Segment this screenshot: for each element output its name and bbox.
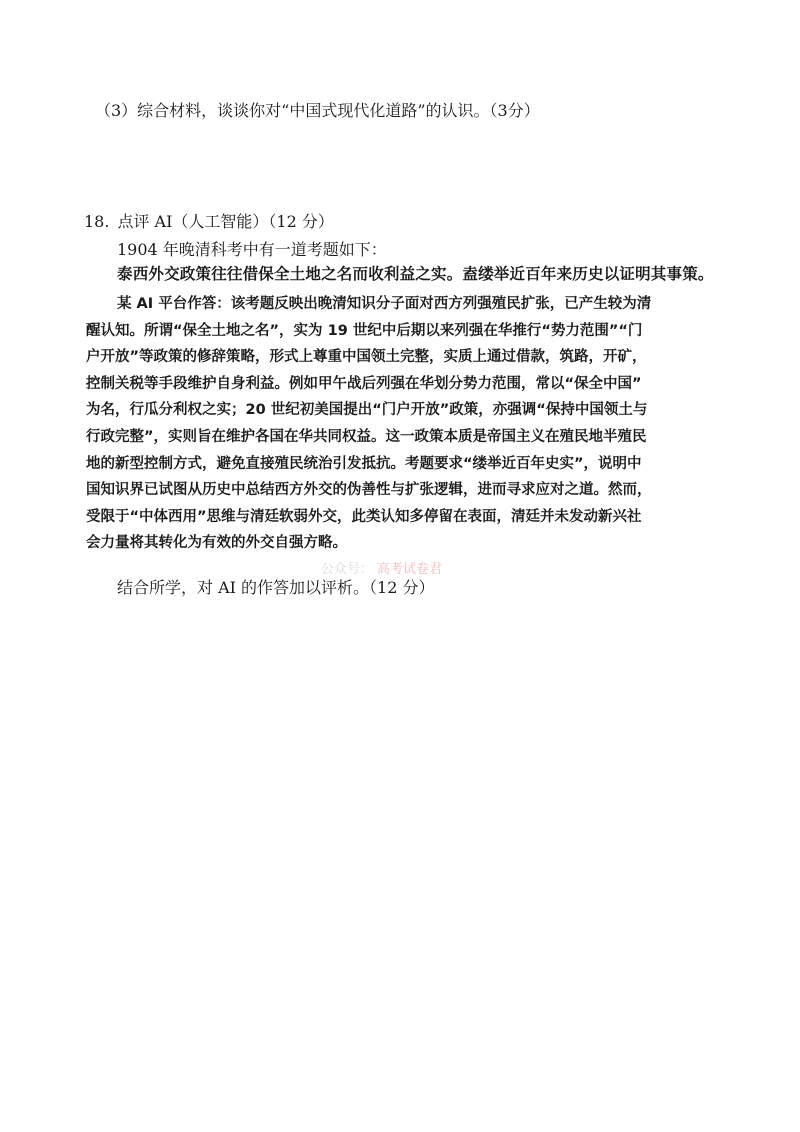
- question-number: 18.: [84, 212, 110, 231]
- watermark-name: 高考试卷君: [377, 562, 443, 577]
- watermark: [321, 558, 442, 577]
- quoted-exam-question: 泰西外交政策往往借保全土地之名而收利益之实。盍缕举近百年来历史以证明其事策。: [117, 265, 714, 283]
- ai-answer-line: 户开放”等政策的修辞策略，形式上尊重中国领土完整，实质上通过借款，筑路，开矿，: [86, 349, 647, 366]
- ai-answer-line: 会力量将其转化为有效的外交自强方略。: [86, 535, 347, 552]
- ai-answer-line: 行政完整”，实则旨在维护各国在华共同权益。这一政策本质是帝国主义在殖民地半殖民: [86, 428, 647, 445]
- ai-answer-passage: [86, 291, 746, 557]
- ai-answer-line: 醒认知。所谓“保全土地之名”，实为 19 世纪中后期以来列强在华推行“势力范围”“门: [86, 322, 643, 339]
- question-title: 点评 AI（人工智能）（12 分）: [117, 212, 334, 231]
- ai-answer-line: 为名，行瓜分利权之实；20 世纪初美国提出“门户开放”政策，亦强调“保持中国领土与: [86, 402, 648, 419]
- ai-answer-line: 国知识界已试图从历史中总结西方外交的伪善性与扩张逻辑，进而寻求应对之道。然而，: [86, 482, 652, 499]
- ai-answer-line: 某 AI 平台作答：该考题反映出晚清知识分子面对西方列强殖民扩张，已产生较为清: [117, 296, 652, 312]
- question-task: 结合所学，对 AI 的作答加以评析。（12 分）: [117, 578, 435, 597]
- ai-answer-line: 控制关税等手段维护自身利益。例如甲午战后列强在华划分势力范围，常以“保全中国”: [86, 375, 642, 392]
- question-intro: 1904 年晚清科考中有一道考题如下：: [117, 240, 387, 259]
- ai-answer-line: 地的新型控制方式，避免直接殖民统治引发抵抗。考题要求“缕举近百年史实”，说明中: [86, 455, 642, 472]
- question-3-part: （3）综合材料，谈谈你对“中国式现代化道路”的认识。（3分）: [95, 101, 540, 120]
- ai-answer-line: 受限于“中体西用”思维与清廷软弱外交，此类认知多停留在表面，清廷并未发动新兴社: [86, 508, 642, 525]
- watermark-source: 公众号：: [321, 562, 374, 577]
- question-18-header: [84, 211, 334, 233]
